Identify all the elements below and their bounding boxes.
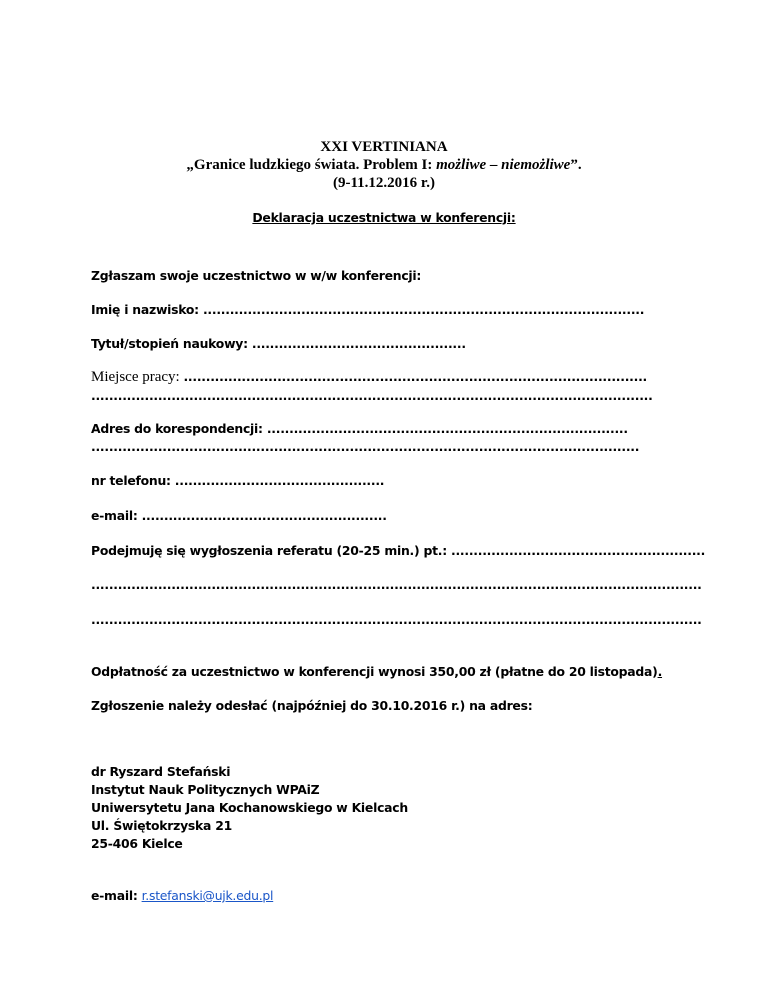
talk-title-field[interactable]: Podejmuję się wygłoszenia referatu (20-25 min.) pt.: ......................................................... bbox=[91, 543, 706, 558]
subtitle-suffix: ”. bbox=[570, 157, 582, 173]
recipient-university: Uniwersytetu Jana Kochanowskiego w Kielcach bbox=[91, 800, 408, 815]
fee-info bbox=[91, 664, 662, 679]
workplace-field[interactable] bbox=[91, 369, 647, 386]
subtitle-dash: – bbox=[486, 157, 502, 173]
subtitle-possible: możliwe bbox=[436, 157, 487, 173]
contact-email bbox=[91, 888, 273, 903]
phone-field[interactable]: nr telefonu: ............................................... bbox=[91, 473, 385, 488]
recipient-city: 25-406 Kielce bbox=[91, 836, 183, 851]
recipient-institute: Instytut Nauk Politycznych WPAiZ bbox=[91, 782, 320, 797]
address-field[interactable]: Adres do korespondencji: ................................................................................. bbox=[91, 421, 628, 436]
form-intro: Zgłaszam swoje uczestnictwo w w/w konferencji: bbox=[91, 268, 422, 283]
name-field[interactable]: Imię i nazwisko: ................................................................................................... bbox=[91, 302, 645, 317]
fee-end: . bbox=[657, 664, 663, 679]
fee-text: Odpłatność za uczestnictwo w konferencji wynosi 350,00 zł (płatne do 20 listopada) bbox=[91, 664, 658, 679]
conference-subtitle bbox=[0, 157, 768, 174]
talk-title-field-line3[interactable]: ......................................................................................................................................... bbox=[91, 612, 702, 627]
workplace-label: Miejsce pracy: bbox=[91, 369, 184, 385]
workplace-dots: ........................................................................................................ bbox=[183, 369, 647, 384]
send-instructions: Zgłoszenie należy odesłać (najpóźniej do 30.10.2016 r.) na adres: bbox=[91, 698, 533, 713]
email-field[interactable]: e-mail: ....................................................... bbox=[91, 508, 387, 523]
conference-title: XXI VERTINIANA bbox=[320, 139, 448, 155]
declaration-heading: Deklaracja uczestnictwa w konferencji: bbox=[252, 210, 516, 225]
address-field-line2[interactable]: ........................................................................................................................... bbox=[91, 439, 640, 454]
recipient-name: dr Ryszard Stefański bbox=[91, 764, 231, 779]
workplace-field-line2[interactable]: .............................................................................................................................. bbox=[91, 388, 653, 403]
conference-dates: (9-11.12.2016 r.) bbox=[333, 175, 435, 191]
subtitle-prefix: „Granice ludzkiego świata. Problem I: bbox=[186, 157, 437, 173]
subtitle-impossible: niemożliwe bbox=[501, 157, 571, 173]
academic-title-field[interactable]: Tytuł/stopień naukowy: ................................................ bbox=[91, 336, 466, 351]
contact-email-link[interactable]: r.stefanski@ujk.edu.pl bbox=[141, 888, 274, 903]
talk-title-field-line2[interactable]: ......................................................................................................................................... bbox=[91, 577, 702, 592]
contact-email-label: e-mail: bbox=[91, 888, 142, 903]
recipient-street: Ul. Świętokrzyska 21 bbox=[91, 818, 232, 833]
